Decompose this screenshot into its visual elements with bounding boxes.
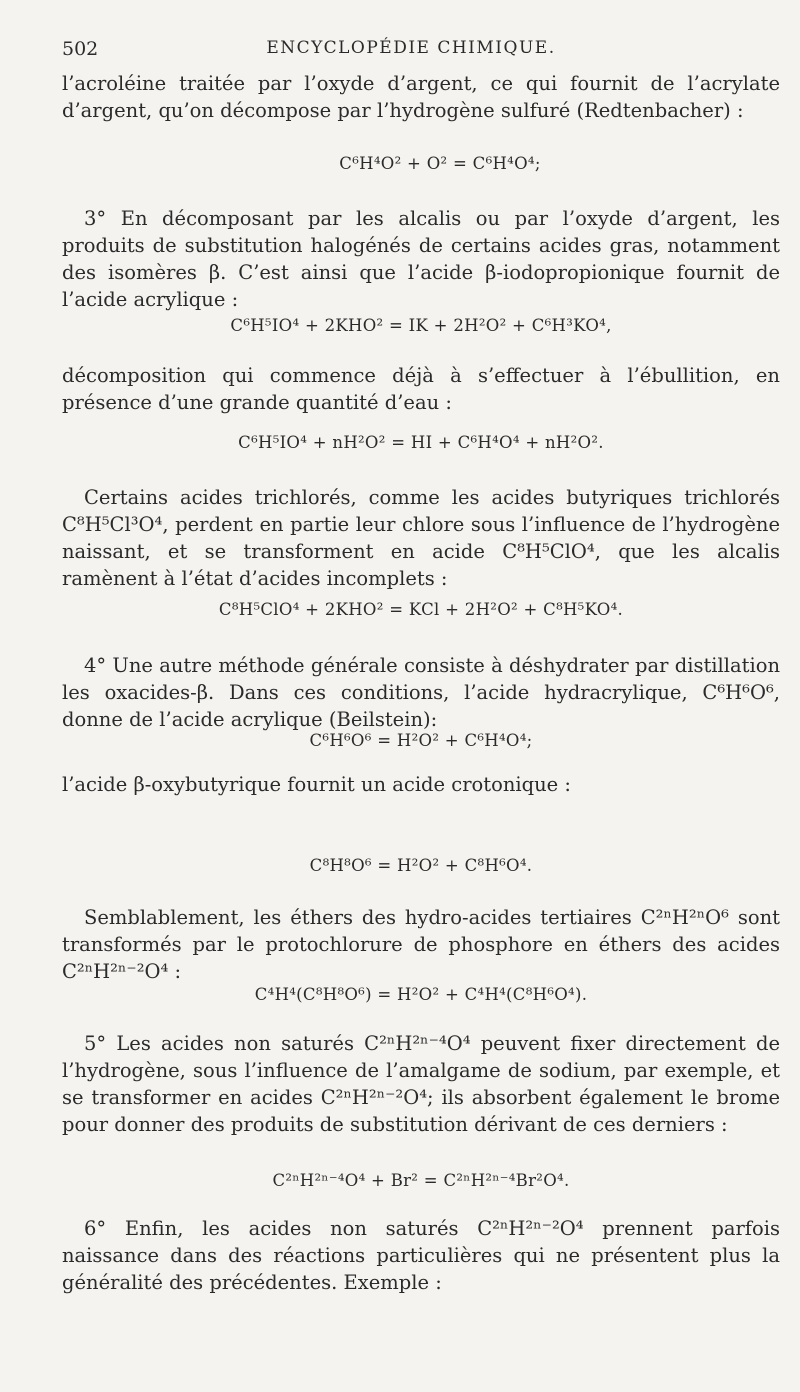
- paragraph-2: 3° En décomposant par les alcalis ou par l’oxyde d’argent, les produits de substitution halogénés de certains acides gras, notamment des isomères β. C’est ainsi que l’acide β-iodopropionique fournit de l’acide acrylique :: [62, 207, 780, 311]
- equation-8: C²ⁿH²ⁿ⁻⁴O⁴ + Br² = C²ⁿH²ⁿ⁻⁴Br²O⁴.: [272, 1171, 570, 1190]
- equation-6: C⁸H⁸O⁶ = H²O² + C⁸H⁶O⁴.: [309, 856, 533, 875]
- paragraph-6: l’acide β-oxybutyrique fournit un acide crotonique :: [62, 773, 571, 796]
- paragraph-3: décomposition qui commence déjà à s’effectuer à l’ébullition, en présence d’une grande quantité d’eau :: [62, 364, 780, 414]
- equation-7: C⁴H⁴(C⁸H⁸O⁶) = H²O² + C⁴H⁴(C⁸H⁶O⁴).: [254, 985, 588, 1004]
- paragraph-1: l’acroléine traitée par l’oxyde d’argent, ce qui fournit de l’acrylate d’argent, qu’on décompose par l’hydrogène sulfuré (Redtenbacher) :: [62, 72, 780, 122]
- equation-5: C⁶H⁶O⁶ = H²O² + C⁶H⁴O⁴;: [309, 731, 533, 750]
- equation-2: C⁶H⁵IO⁴ + 2KHO² = IK + 2H²O² + C⁶H³KO⁴,: [230, 316, 612, 335]
- paragraph-8: 5° Les acides non saturés C²ⁿH²ⁿ⁻⁴O⁴ peuvent fixer directement de l’hydrogène, sous l’influence de l’amalgame de sodium, par exemple, et se transformer en acides C²ⁿH²ⁿ⁻²O⁴; ils absorbent également le brome pour donner des produits de substitution dérivant de ces derniers :: [62, 1032, 780, 1136]
- equation-3: C⁶H⁵IO⁴ + nH²O² = HI + C⁶H⁴O⁴ + nH²O².: [238, 433, 604, 452]
- page-header: [62, 38, 760, 68]
- paragraph-7: Semblablement, les éthers des hydro-acides tertiaires C²ⁿH²ⁿO⁶ sont transformés par le protochlorure de phosphore en éthers des acides C²ⁿH²ⁿ⁻²O⁴ :: [62, 906, 780, 983]
- page-number: 502: [62, 38, 99, 60]
- equation-4: C⁸H⁵ClO⁴ + 2KHO² = KCl + 2H²O² + C⁸H⁵KO⁴.: [218, 600, 624, 619]
- paragraph-4: Certains acides trichlorés, comme les acides butyriques trichlorés C⁸H⁵Cl³O⁴, perdent en partie leur chlore sous l’influence de l’hydrogène naissant, et se transforment en acide C⁸H⁵ClO⁴, que les alcalis ramènent à l’état d’acides incomplets :: [62, 486, 780, 590]
- paragraph-5: 4° Une autre méthode générale consiste à déshydrater par distillation les oxacides-β. Dans ces conditions, l’acide hydracrylique, C⁶H⁶O⁶, donne de l’acide acrylique (Beilstein):: [62, 654, 780, 731]
- equation-1: C⁶H⁴O² + O² = C⁶H⁴O⁴;: [339, 154, 541, 173]
- running-title: ENCYCLOPÉDIE CHIMIQUE.: [266, 38, 556, 58]
- paragraph-9: 6° Enfin, les acides non saturés C²ⁿH²ⁿ⁻²O⁴ prennent parfois naissance dans des réactions particulières qui ne présentent plus la généralité des précédentes. Exemple :: [62, 1217, 780, 1294]
